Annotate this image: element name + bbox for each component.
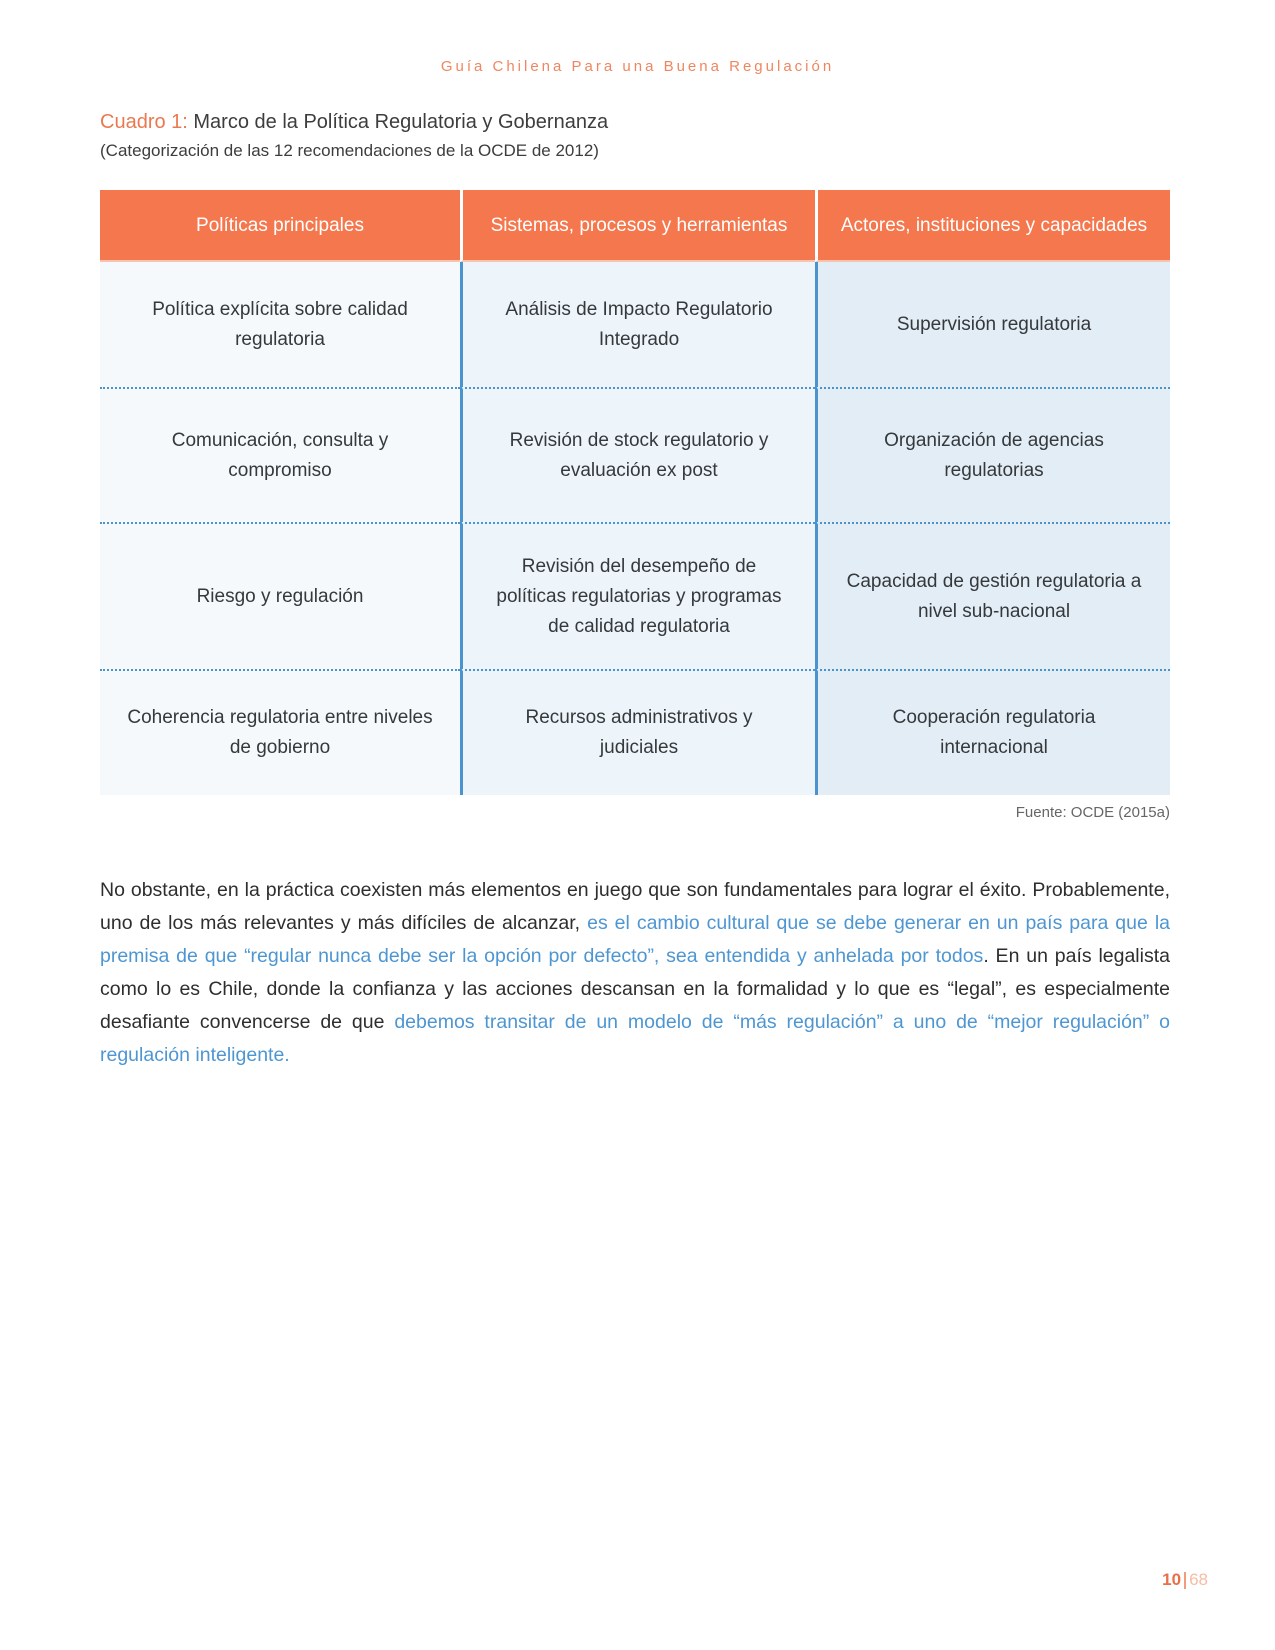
table-caption xyxy=(100,111,1170,134)
table-subtitle: (Categorización de las 12 recomendaciones de la OCDE de 2012) xyxy=(100,141,599,160)
table-cell: Coherencia regulatoria entre niveles de gobierno xyxy=(100,669,460,795)
table-cell: Supervisión regulatoria xyxy=(815,262,1170,387)
column-header: Actores, instituciones y capacidades xyxy=(815,190,1170,262)
table-cell: Revisión de stock regulatorio y evaluación ex post xyxy=(460,387,815,522)
column-header: Políticas principales xyxy=(100,190,460,262)
table-cell: Revisión del desempeño de políticas regulatorias y programas de calidad regulatoria xyxy=(460,522,815,669)
table-cell: Recursos administrativos y judiciales xyxy=(460,669,815,795)
table-cell: Riesgo y regulación xyxy=(100,522,460,669)
table-cell: Organización de agencias regulatorias xyxy=(815,387,1170,522)
page-number xyxy=(1162,1570,1208,1590)
table-cell: Análisis de Impacto Regulatorio Integrado xyxy=(460,262,815,387)
regulatory-framework-table xyxy=(100,190,1170,795)
running-header: Guía Chilena Para una Buena Regulación xyxy=(440,58,835,75)
table-cell: Comunicación, consulta y compromiso xyxy=(100,387,460,522)
table-source: Fuente: OCDE (2015a) xyxy=(1015,804,1170,821)
column-header: Sistemas, procesos y herramientas xyxy=(460,190,815,262)
body-text-highlight: es el cambio cultural que se debe generar en un país para que la premisa de que “regular nunca debe ser la opción por defecto”, sea entendida y anhelada por todos xyxy=(100,912,1170,967)
body-text-segment: No obstante, en la práctica coexisten más elementos en juego que son fundamentales para lograr el éxito. Probablemente, uno de los más relevantes y más difíciles de alcanzar, xyxy=(100,879,1170,934)
page-number-total: 68 xyxy=(1189,1570,1208,1589)
page-number-current: 10 xyxy=(1162,1570,1182,1589)
content-area xyxy=(100,111,1170,1072)
table-cell: Política explícita sobre calidad regulatoria xyxy=(100,262,460,387)
body-paragraph xyxy=(100,874,1170,1072)
table-cell: Cooperación regulatoria internacional xyxy=(815,669,1170,795)
caption-label: Cuadro 1: xyxy=(100,111,188,133)
page-number-divider xyxy=(1184,1572,1186,1589)
body-text-highlight: debemos transitar de un modelo de “más regulación” a uno de “mejor regulación” o regulación inteligente. xyxy=(100,1011,1170,1066)
table-cell: Capacidad de gestión regulatoria a nivel sub-nacional xyxy=(815,522,1170,669)
body-text-segment: . En un país legalista como lo es Chile, donde la confianza y las acciones descansan en la formalidad y lo que es “legal”, es especialmente desafiante convencerse de que xyxy=(100,945,1170,1033)
caption-title: Marco de la Política Regulatoria y Gobernanza xyxy=(187,111,609,133)
